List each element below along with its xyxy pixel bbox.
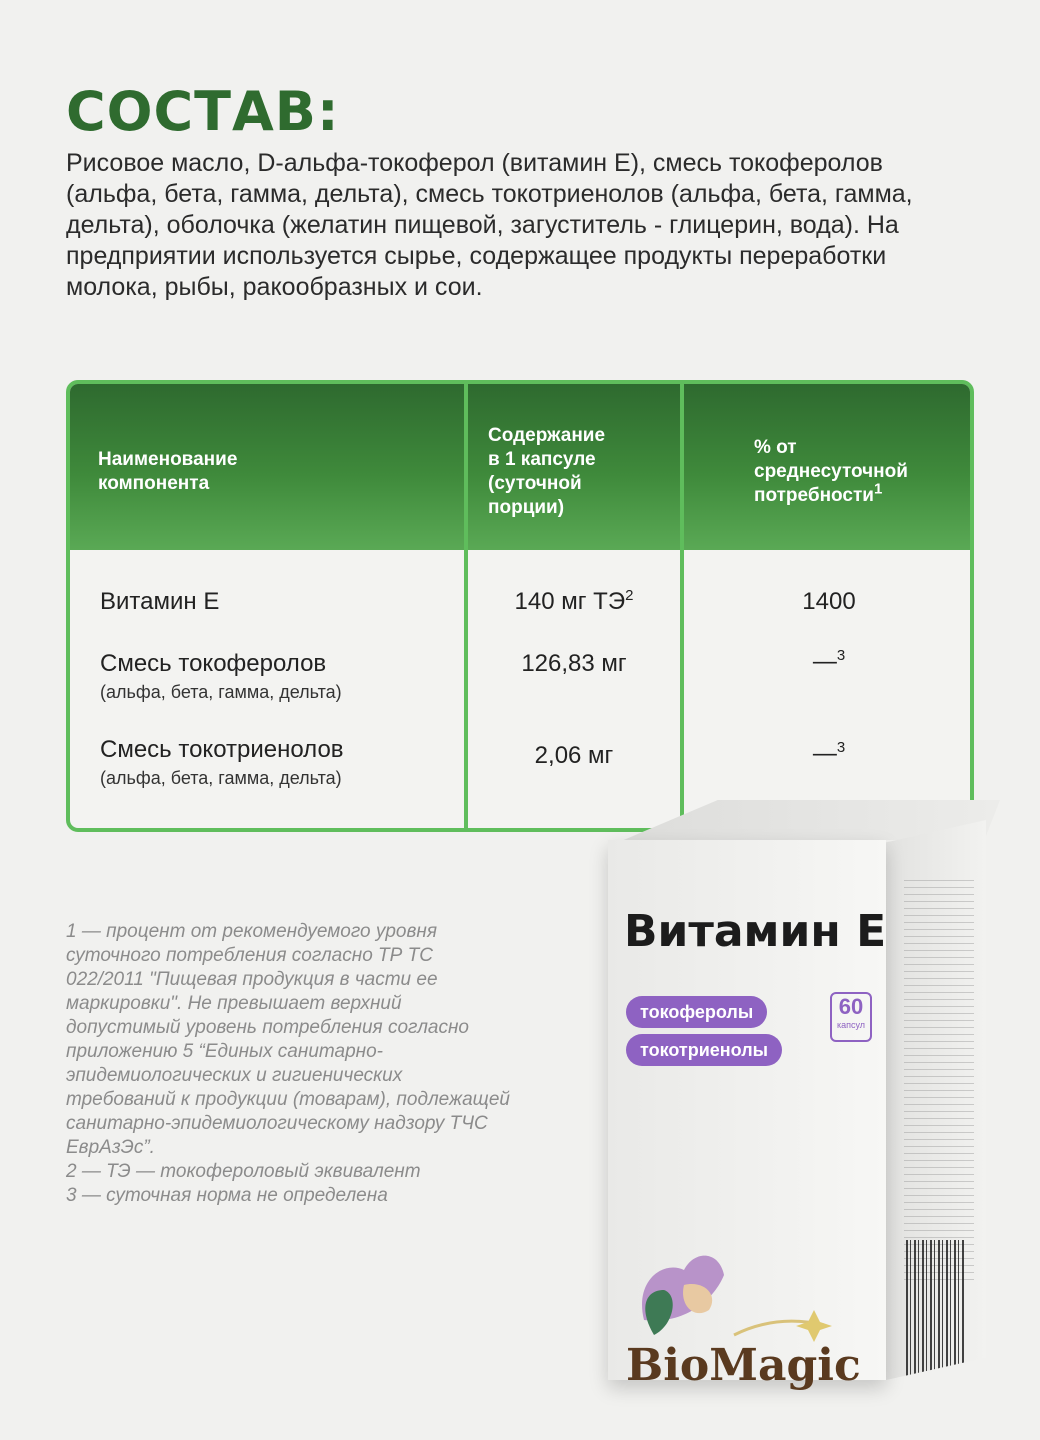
table-row-percent: —$^3$ (812, 647, 846, 675)
header-amount: Содержание в 1 капсуле (суточной порции) (488, 425, 606, 518)
tag-tocopherols: токоферолы (626, 996, 767, 1028)
brand-name: BioMagic (626, 1340, 861, 1391)
table-row-amount: 126,83 мг (521, 650, 627, 677)
product-name: Витамин Е (624, 906, 887, 957)
tag-tocotrienols: токотриенолы (626, 1034, 782, 1066)
header-percent: % от среднесуточной потребности$^1$ (754, 437, 908, 506)
footnote-1: 1 — процент от рекомендуемого уровня суточного потребления согласно ТР ТС 022/2011 "Пищевая продукция в части ее маркировки". Не превышает верхний допустимый уровень потребления согласно приложению 5 “Единых санитарно-эпидемиологических и гигиенических требований к продукции (товарам), подлежащей санитарно-эпидемиологическому надзору ТЧС ЕврАзЭс”. (66, 921, 510, 1158)
side-fineprint (904, 880, 974, 1280)
table-row-subtext: (альфа, бета, гамма, дельта) (100, 682, 342, 702)
table-row-name: Смесь токотриенолов (альфа, бета, гамма, дельта) (100, 736, 344, 788)
table-row-percent: 1400 (802, 588, 856, 615)
header-component: Наименование компонента (98, 449, 238, 494)
table-header (70, 384, 970, 550)
box-front (608, 840, 887, 1391)
table-row-name: Смесь токоферолов (альфа, бета, гамма, дельта) (100, 650, 342, 702)
product-box-image (608, 800, 1008, 1390)
table-row-amount: 140 мг $ТЭ^2$ (514, 587, 634, 615)
table-row-amount: 2,06 мг (534, 742, 614, 769)
table-row-name: Витамин Е (100, 588, 220, 615)
table-row-percent: —$^3$ (812, 739, 846, 767)
nutrition-table (66, 380, 974, 832)
footnotes (66, 920, 516, 1208)
footnote-2: 2 — ТЭ — токофероловый эквивалент (66, 1161, 421, 1182)
footnote-3: 3 — суточная норма не определена (66, 1185, 388, 1206)
composition-text: Рисовое масло, D-альфа-токоферол (витамин Е), смесь токоферолов (альфа, бета, гамма, дельта), смесь токотриенолов (альфа, бета, гамма, дельта), оболочка (желатин пищевой, загуститель - глицерин, вода). На предприятии используется сырье, содержащее продукты переработки молока, рыбы, ракообразных и сои. (66, 149, 913, 301)
barcode-icon (906, 1240, 966, 1390)
box-side (886, 820, 986, 1380)
capsule-count-badge: 60 капсул (830, 992, 872, 1042)
table-row-subtext: (альфа, бета, гамма, дельта) (100, 768, 342, 788)
page-title: СОСТАВ: (66, 80, 340, 143)
